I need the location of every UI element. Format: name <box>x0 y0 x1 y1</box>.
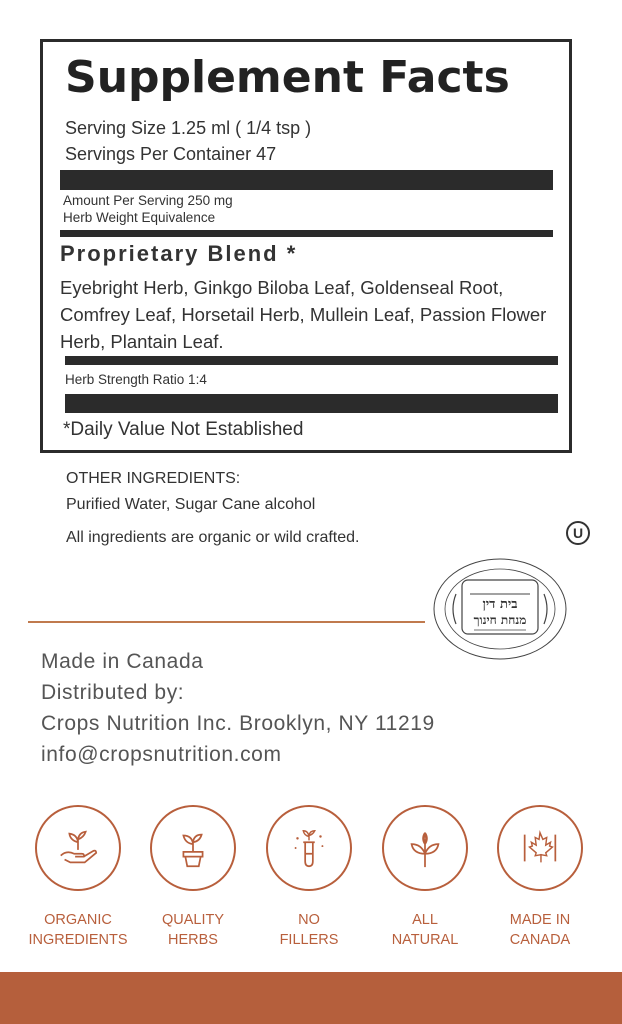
badge-no-fillers <box>266 805 352 891</box>
svg-text:בית דין: בית דין <box>482 597 518 612</box>
maple-leaf-icon <box>517 825 563 871</box>
potted-plant-icon <box>170 825 216 871</box>
serving-size: Serving Size 1.25 ml ( 1/4 tsp ) <box>65 118 312 138</box>
badge-all-natural-label: ALL NATURAL <box>391 912 459 948</box>
blend-ingredients: Eyebright Herb, Ginkgo Biloba Leaf, Goldenseal Root, Comfrey Leaf, Horsetail Herb, Mullein Leaf, Passion Flower Herb, Plantain Leaf. <box>60 277 547 352</box>
made-in-canada-text: Made in Canada <box>41 650 204 673</box>
divider <box>65 356 558 365</box>
distributed-by-text: Distributed by: <box>41 681 185 704</box>
company-address: Crops Nutrition Inc. Brooklyn, NY 11219 <box>41 712 435 735</box>
supplement-facts-panel <box>40 39 572 453</box>
badge-organic-label: ORGANIC INGREDIENTS <box>28 912 128 948</box>
footer-color-bar <box>0 972 622 1024</box>
herb-strength-ratio: Herb Strength Ratio 1:4 <box>65 372 207 387</box>
leaf-branch-icon <box>402 825 448 871</box>
test-tube-icon <box>286 825 332 871</box>
kosher-seal-logo <box>430 554 570 664</box>
proprietary-blend-title: Proprietary Blend * <box>60 241 298 266</box>
other-ingredients: Purified Water, Sugar Cane alcohol <box>66 496 316 513</box>
badge-all-natural <box>382 805 468 891</box>
thick-divider <box>60 170 553 190</box>
badge-made-in-canada-label: MADE IN CANADA <box>509 912 571 948</box>
hand-sprout-icon <box>55 825 101 871</box>
kosher-u-symbol: U <box>566 521 590 545</box>
badge-organic-ingredients <box>35 805 121 891</box>
facts-title: Supplement Facts <box>65 52 510 103</box>
organic-note: All ingredients are organic or wild crafted. <box>66 529 360 546</box>
servings-per-container: Servings Per Container 47 <box>65 144 277 164</box>
company-email: info@cropsnutrition.com <box>41 743 282 766</box>
badge-quality-herbs <box>150 805 236 891</box>
svg-text:מנחת חינוך: מנחת חינוך <box>473 613 527 627</box>
medium-divider <box>60 230 553 237</box>
badge-quality-label: QUALITY HERBS <box>161 912 225 948</box>
section-rule <box>28 621 425 623</box>
badge-no-fillers-label: NO FILLERS <box>279 912 339 948</box>
other-ingredients-heading: OTHER INGREDIENTS: <box>66 470 241 487</box>
badge-made-in-canada <box>497 805 583 891</box>
thick-divider-2 <box>65 394 558 413</box>
daily-value-note: *Daily Value Not Established <box>63 419 304 440</box>
herb-weight-equivalence: Herb Weight Equivalence <box>63 210 216 225</box>
amount-per-serving: Amount Per Serving 250 mg <box>63 193 233 208</box>
